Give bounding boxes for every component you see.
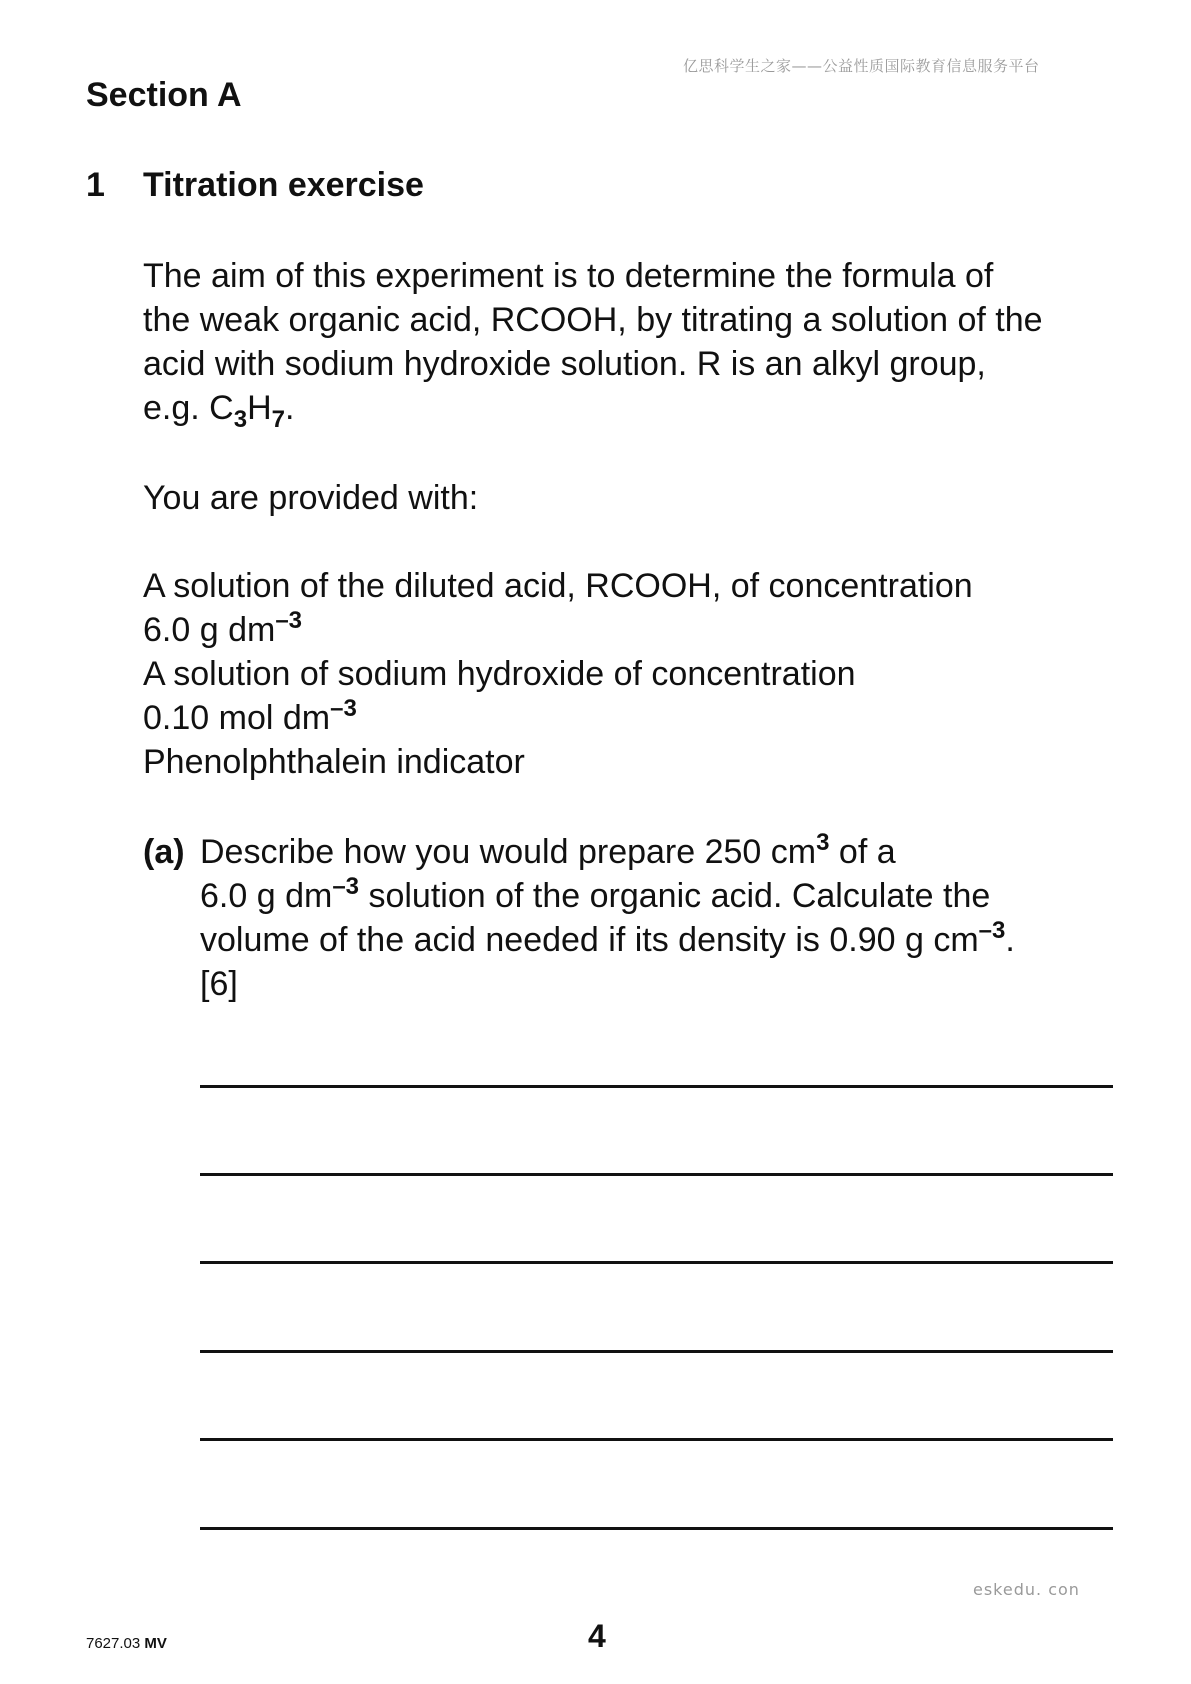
concentration-text: 6.0 g dm	[143, 611, 276, 649]
paper-code	[86, 1635, 167, 1652]
intro-line: The aim of this experiment is to determine the formula of	[143, 257, 994, 295]
materials-list	[143, 564, 1133, 784]
answer-line[interactable]	[200, 1173, 1113, 1176]
text-run: Describe how you would prepare 250 cm	[200, 833, 817, 871]
intro-line-formula	[143, 386, 1133, 433]
watermark-footer: eskedu. con	[973, 1580, 1080, 1599]
superscript: –3	[332, 873, 360, 900]
question-intro	[143, 254, 1133, 433]
part-a-line	[200, 830, 1120, 874]
question-title: Titration exercise	[143, 166, 424, 204]
text-run: volume of the acid needed if its density is 0.90 g cm	[200, 921, 979, 959]
text-run: of a	[829, 833, 896, 871]
formula-text: H	[247, 389, 272, 427]
superscript: –3	[978, 917, 1006, 944]
watermark-header: 亿思科学生之家——公益性质国际教育信息服务平台	[683, 57, 1040, 75]
superscript: 3	[816, 829, 830, 856]
part-a-text	[200, 830, 1120, 1006]
question-number: 1	[86, 166, 105, 204]
part-a-line	[200, 918, 1120, 962]
intro-line: the weak organic acid, RCOOH, by titrating a solution of the	[143, 301, 1043, 339]
answer-line[interactable]	[200, 1438, 1113, 1441]
part-a-label: (a)	[143, 833, 185, 871]
section-title: Section A	[86, 76, 242, 114]
paper-code-number: 7627.03	[86, 1635, 141, 1652]
page-number: 4	[588, 1618, 606, 1654]
provided-heading: You are provided with:	[143, 479, 479, 517]
intro-line: acid with sodium hydroxide solution. R is an alkyl group,	[143, 345, 986, 383]
formula-text: e.g. C	[143, 389, 234, 427]
part-a-line	[200, 874, 1120, 918]
answer-line[interactable]	[200, 1350, 1113, 1353]
material-naoh: A solution of sodium hydroxide of concentration	[143, 655, 856, 693]
formula-text: .	[285, 389, 295, 427]
subscript: 3	[233, 406, 248, 433]
material-naoh-concentration	[143, 696, 1133, 740]
answer-line[interactable]	[200, 1527, 1113, 1530]
subscript: 7	[271, 406, 285, 433]
answer-line[interactable]	[200, 1085, 1113, 1088]
material-acid: A solution of the diluted acid, RCOOH, of concentration	[143, 567, 973, 605]
text-run: solution of the organic acid. Calculate the	[359, 877, 991, 915]
material-acid-concentration	[143, 608, 1133, 652]
superscript: –3	[330, 695, 357, 722]
material-indicator: Phenolphthalein indicator	[143, 743, 525, 781]
marks-allocation: [6]	[200, 965, 238, 1003]
paper-code-suffix: MV	[144, 1635, 167, 1652]
concentration-text: 0.10 mol dm	[143, 699, 331, 737]
text-run: .	[1005, 921, 1015, 959]
superscript: –3	[275, 607, 303, 634]
answer-line[interactable]	[200, 1261, 1113, 1264]
text-run: 6.0 g dm	[200, 877, 333, 915]
